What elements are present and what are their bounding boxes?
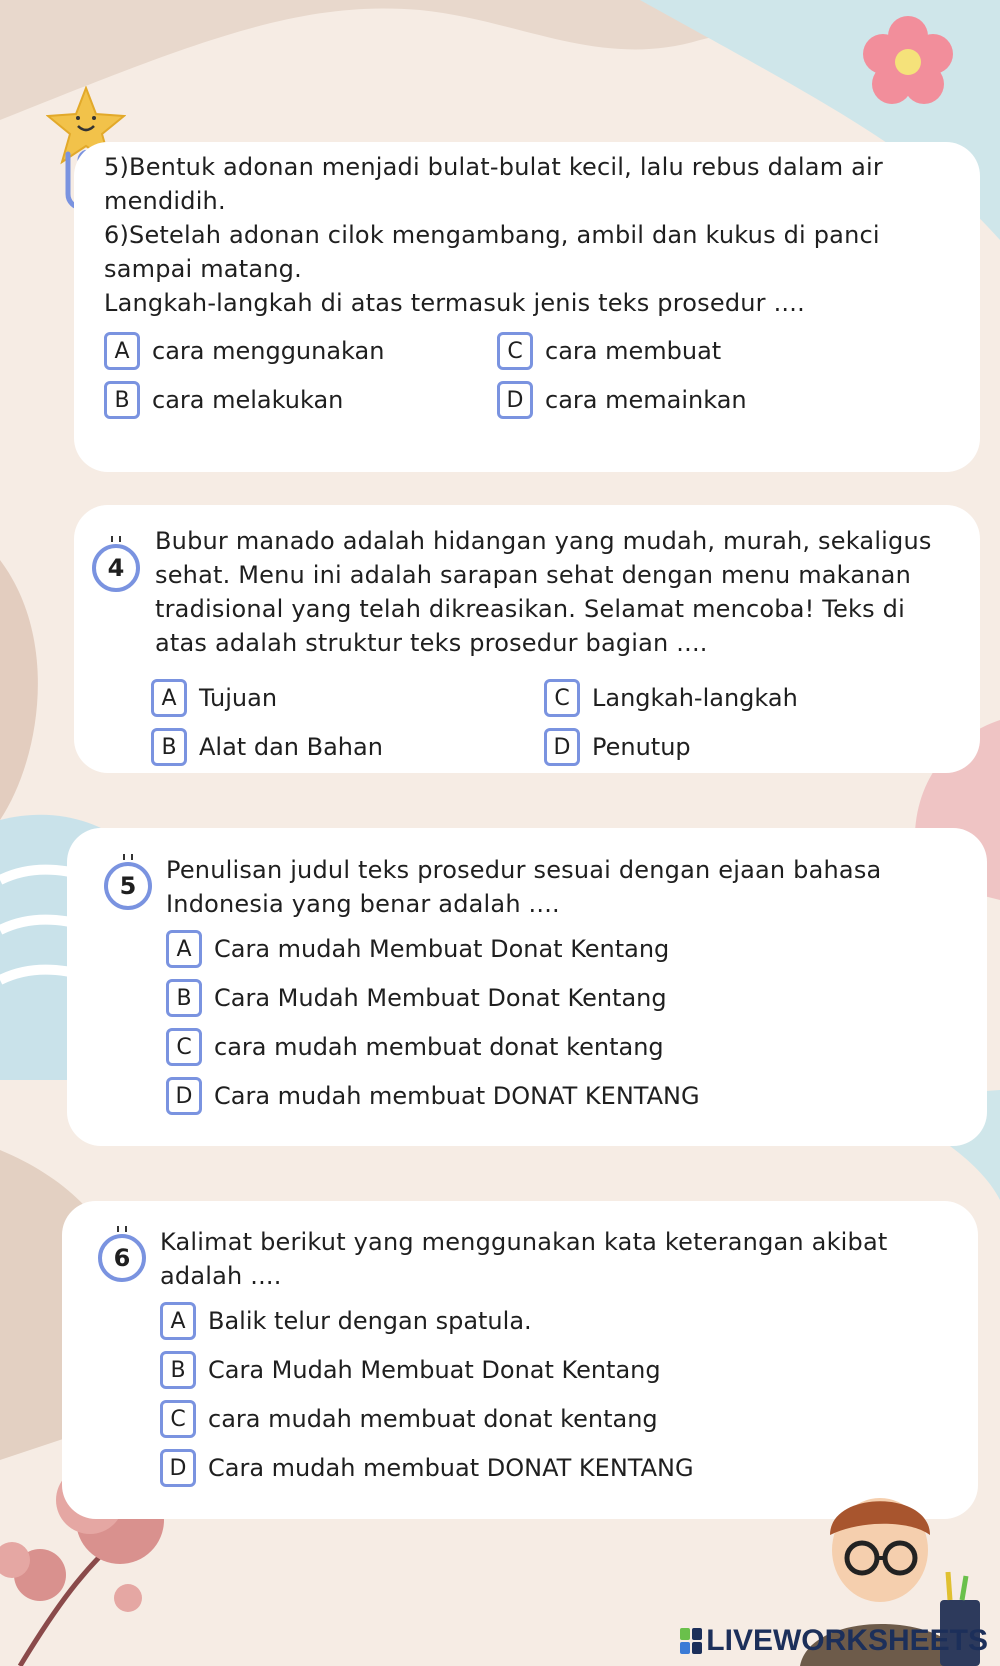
question-4-line-4: atas adalah struktur teks prosedur bagian .... <box>155 629 708 657</box>
option-text: cara menggunakan <box>152 337 385 365</box>
q3-option-b[interactable] <box>104 382 343 418</box>
option-text: Cara mudah Membuat Donat Kentang <box>214 935 670 963</box>
option-letter: D <box>160 1449 196 1487</box>
logo-icon <box>680 1628 702 1654</box>
question-6-line-2: adalah .... <box>160 1262 282 1290</box>
option-text: Penutup <box>592 733 691 761</box>
option-text: cara melakukan <box>152 386 344 414</box>
option-letter: C <box>166 1028 202 1066</box>
question-4-line-2: sehat. Menu ini adalah sarapan sehat dengan menu makanan <box>155 561 911 589</box>
option-letter: C <box>497 332 533 370</box>
option-letter: B <box>160 1351 196 1389</box>
option-letter: D <box>166 1077 202 1115</box>
question-number-4: 4 <box>92 544 140 592</box>
option-letter: D <box>544 728 580 766</box>
q5-option-a[interactable] <box>166 931 669 967</box>
question-5-line-2: Indonesia yang benar adalah .... <box>166 890 560 918</box>
option-letter: A <box>166 930 202 968</box>
q5-option-c[interactable] <box>166 1029 664 1065</box>
option-text: cara membuat <box>545 337 722 365</box>
option-text: cara mudah membuat donat kentang <box>214 1033 664 1061</box>
logo-text: LIVEWORKSHEETS <box>706 1624 988 1657</box>
option-letter: C <box>160 1400 196 1438</box>
question-3-line-4: sampai matang. <box>104 255 302 283</box>
option-text: Cara Mudah Membuat Donat Kentang <box>214 984 667 1012</box>
option-text: Alat dan Bahan <box>199 733 383 761</box>
q3-option-a[interactable] <box>104 333 384 369</box>
q6-option-c[interactable] <box>160 1401 658 1437</box>
option-letter: C <box>544 679 580 717</box>
option-text: Cara mudah membuat DONAT KENTANG <box>214 1082 700 1110</box>
q4-option-a[interactable] <box>151 680 277 716</box>
option-letter: D <box>497 381 533 419</box>
q6-option-b[interactable] <box>160 1352 661 1388</box>
option-letter: B <box>104 381 140 419</box>
question-3-line-1: 5)Bentuk adonan menjadi bulat-bulat kecil, lalu rebus dalam air <box>104 153 883 181</box>
q4-option-d[interactable] <box>544 729 691 765</box>
q6-option-a[interactable] <box>160 1303 532 1339</box>
question-4-line-3: tradisional yang telah dikreasikan. Selamat mencoba! Teks di <box>155 595 905 623</box>
question-3-line-5: Langkah-langkah di atas termasuk jenis teks prosedur .... <box>104 289 805 317</box>
option-text: Balik telur dengan spatula. <box>208 1307 532 1335</box>
option-text: Langkah-langkah <box>592 684 798 712</box>
question-4-line-1: Bubur manado adalah hidangan yang mudah, murah, sekaligus <box>155 527 932 555</box>
q4-option-b[interactable] <box>151 729 383 765</box>
option-letter: B <box>166 979 202 1017</box>
option-letter: A <box>151 679 187 717</box>
question-5-line-1: Penulisan judul teks prosedur sesuai dengan ejaan bahasa <box>166 856 882 884</box>
option-letter: A <box>160 1302 196 1340</box>
option-text: cara memainkan <box>545 386 747 414</box>
option-text: cara mudah membuat donat kentang <box>208 1405 658 1433</box>
q5-option-d[interactable] <box>166 1078 700 1114</box>
liveworksheets-logo <box>680 1624 988 1658</box>
option-text: Tujuan <box>199 684 278 712</box>
option-text: Cara Mudah Membuat Donat Kentang <box>208 1356 661 1384</box>
q3-option-c[interactable] <box>497 333 721 369</box>
question-number-5: 5 <box>104 862 152 910</box>
question-6-line-1: Kalimat berikut yang menggunakan kata keterangan akibat <box>160 1228 888 1256</box>
option-letter: B <box>151 728 187 766</box>
q5-option-b[interactable] <box>166 980 667 1016</box>
q6-option-d[interactable] <box>160 1450 694 1486</box>
option-text: Cara mudah membuat DONAT KENTANG <box>208 1454 694 1482</box>
option-letter: A <box>104 332 140 370</box>
question-3-line-2: mendidih. <box>104 187 226 215</box>
question-number-6: 6 <box>98 1234 146 1282</box>
question-3-line-3: 6)Setelah adonan cilok mengambang, ambil dan kukus di panci <box>104 221 880 249</box>
q3-option-d[interactable] <box>497 382 747 418</box>
q4-option-c[interactable] <box>544 680 798 716</box>
